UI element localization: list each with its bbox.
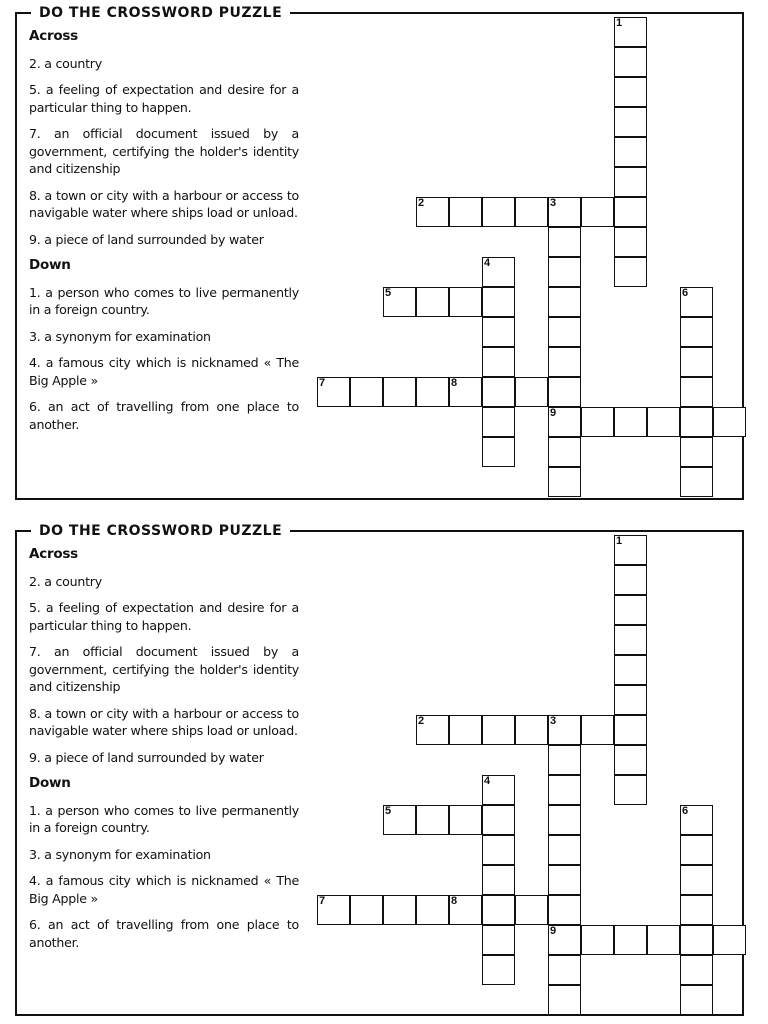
clue-number-5: 5 [385, 805, 392, 817]
crossword-cell[interactable] [614, 137, 647, 167]
crossword-cell[interactable] [680, 925, 713, 955]
down-clue-6: 6. an act of travelling from one place to another. [29, 399, 299, 432]
crossword-cell[interactable] [548, 805, 581, 835]
across-clue-5: 5. a feeling of expectation and desire for a particular thing to happen. [29, 82, 299, 115]
crossword-cell[interactable] [515, 895, 548, 925]
crossword-cell[interactable] [482, 865, 515, 895]
crossword-cell[interactable] [350, 377, 383, 407]
crossword-cell[interactable] [482, 925, 515, 955]
across-clue-2: 2. a country [29, 573, 102, 589]
crossword-cell[interactable] [581, 925, 614, 955]
crossword-cell[interactable] [614, 197, 647, 227]
crossword-cell[interactable] [647, 925, 680, 955]
crossword-cell[interactable] [449, 287, 482, 317]
crossword-cell[interactable] [680, 407, 713, 437]
down-clue-1: 1. a person who comes to live permanently in a foreign country. [29, 802, 299, 835]
crossword-cell[interactable] [548, 197, 581, 227]
crossword-cell[interactable] [614, 535, 647, 565]
down-clue-3: 3. a synonym for examination [29, 328, 211, 344]
crossword-cell[interactable] [680, 835, 713, 865]
crossword-cell[interactable] [614, 407, 647, 437]
crossword-cell[interactable] [647, 407, 680, 437]
clue-number-8: 8 [451, 377, 458, 389]
down-heading: Down [29, 775, 71, 791]
crossword-cell[interactable] [680, 437, 713, 467]
clue-number-2: 2 [418, 715, 425, 727]
crossword-grid [17, 14, 746, 502]
crossword-cell[interactable] [680, 467, 713, 497]
clue-number-4: 4 [484, 775, 491, 787]
crossword-cell[interactable] [614, 17, 647, 47]
crossword-cell[interactable] [614, 47, 647, 77]
crossword-cell[interactable] [680, 347, 713, 377]
crossword-cell[interactable] [614, 595, 647, 625]
crossword-cell[interactable] [548, 407, 581, 437]
crossword-cell[interactable] [449, 377, 482, 407]
crossword-cell[interactable] [680, 317, 713, 347]
crossword-cell[interactable] [680, 895, 713, 925]
across-heading: Across [29, 546, 78, 562]
clue-number-1: 1 [616, 17, 623, 29]
crossword-cell[interactable] [548, 745, 581, 775]
crossword-grid [17, 532, 746, 1020]
crossword-cell[interactable] [482, 347, 515, 377]
clue-number-8: 8 [451, 895, 458, 907]
crossword-cell[interactable] [416, 715, 449, 745]
crossword-cell[interactable] [482, 955, 515, 985]
down-clue-3: 3. a synonym for examination [29, 846, 211, 862]
crossword-cell[interactable] [614, 167, 647, 197]
crossword-cell[interactable] [482, 715, 515, 745]
crossword-cell[interactable] [515, 197, 548, 227]
crossword-cell[interactable] [680, 287, 713, 317]
across-clue-9: 9. a piece of land surrounded by water [29, 749, 264, 765]
crossword-cell[interactable] [548, 467, 581, 497]
crossword-cell[interactable] [614, 715, 647, 745]
crossword-cell[interactable] [614, 655, 647, 685]
down-heading: Down [29, 257, 71, 273]
crossword-cell[interactable] [614, 925, 647, 955]
crossword-cell[interactable] [614, 625, 647, 655]
crossword-cell[interactable] [449, 715, 482, 745]
crossword-cell[interactable] [614, 745, 647, 775]
crossword-cell[interactable] [482, 377, 515, 407]
crossword-cell[interactable] [614, 565, 647, 595]
crossword-cell[interactable] [548, 437, 581, 467]
crossword-cell[interactable] [482, 775, 515, 805]
crossword-cell[interactable] [548, 377, 581, 407]
crossword-cell[interactable] [482, 317, 515, 347]
across-clue-5: 5. a feeling of expectation and desire for a particular thing to happen. [29, 600, 299, 633]
down-clue-4: 4. a famous city which is nicknamed « The Big Apple » [29, 355, 299, 388]
crossword-cell[interactable] [614, 775, 647, 805]
clue-number-6: 6 [682, 287, 689, 299]
crossword-cell[interactable] [317, 895, 350, 925]
crossword-cell[interactable] [614, 227, 647, 257]
crossword-cell[interactable] [548, 347, 581, 377]
crossword-cell[interactable] [680, 865, 713, 895]
down-clue-4: 4. a famous city which is nicknamed « The Big Apple » [29, 873, 299, 906]
crossword-cell[interactable] [614, 107, 647, 137]
crossword-cell[interactable] [713, 925, 746, 955]
across-clue-8: 8. a town or city with a harbour or access to navigable water where ships load or unload. [29, 187, 299, 220]
crossword-cell[interactable] [614, 257, 647, 287]
crossword-cell[interactable] [614, 77, 647, 107]
crossword-cell[interactable] [548, 955, 581, 985]
crossword-cell[interactable] [680, 985, 713, 1015]
crossword-cell[interactable] [515, 377, 548, 407]
clue-number-3: 3 [550, 715, 557, 727]
crossword-cell[interactable] [383, 377, 416, 407]
clue-number-9: 9 [550, 925, 557, 937]
clue-number-6: 6 [682, 805, 689, 817]
crossword-cell[interactable] [482, 835, 515, 865]
across-clue-7: 7. an official document issued by a government, certifying the holder's identity and citizenship [29, 126, 299, 176]
crossword-cell[interactable] [548, 775, 581, 805]
crossword-cell[interactable] [581, 407, 614, 437]
crossword-cell[interactable] [449, 895, 482, 925]
clue-number-7: 7 [319, 895, 326, 907]
crossword-cell[interactable] [680, 377, 713, 407]
crossword-cell[interactable] [482, 287, 515, 317]
crossword-cell[interactable] [449, 805, 482, 835]
crossword-cell[interactable] [548, 317, 581, 347]
crossword-cell[interactable] [416, 287, 449, 317]
clue-number-9: 9 [550, 407, 557, 419]
across-clue-8: 8. a town or city with a harbour or access to navigable water where ships load or unload. [29, 705, 299, 738]
crossword-cell[interactable] [416, 377, 449, 407]
crossword-cell[interactable] [482, 197, 515, 227]
crossword-cell[interactable] [548, 287, 581, 317]
crossword-cell[interactable] [548, 257, 581, 287]
crossword-cell[interactable] [548, 865, 581, 895]
crossword-cell[interactable] [581, 715, 614, 745]
down-clue-6: 6. an act of travelling from one place to another. [29, 917, 299, 950]
crossword-cell[interactable] [614, 685, 647, 715]
clue-number-3: 3 [550, 197, 557, 209]
crossword-cell[interactable] [482, 895, 515, 925]
crossword-cell[interactable] [548, 835, 581, 865]
across-heading: Across [29, 28, 78, 44]
clue-number-4: 4 [484, 257, 491, 269]
clue-number-1: 1 [616, 535, 623, 547]
panel-title: DO THE CROSSWORD PUZZLE [31, 3, 290, 23]
crossword-cell[interactable] [482, 257, 515, 287]
panel-title: DO THE CROSSWORD PUZZLE [31, 521, 290, 541]
crossword-cell[interactable] [482, 805, 515, 835]
crossword-cell[interactable] [317, 377, 350, 407]
crossword-cell[interactable] [482, 407, 515, 437]
clue-number-7: 7 [319, 377, 326, 389]
crossword-cell[interactable] [416, 805, 449, 835]
crossword-panel-bottom [15, 523, 744, 1016]
crossword-cell[interactable] [350, 895, 383, 925]
clue-number-2: 2 [418, 197, 425, 209]
crossword-cell[interactable] [482, 437, 515, 467]
crossword-cell[interactable] [581, 197, 614, 227]
crossword-cell[interactable] [548, 895, 581, 925]
crossword-cell[interactable] [416, 895, 449, 925]
crossword-cell[interactable] [449, 197, 482, 227]
crossword-cell[interactable] [680, 955, 713, 985]
crossword-cell[interactable] [383, 805, 416, 835]
crossword-cell[interactable] [680, 805, 713, 835]
down-clue-1: 1. a person who comes to live permanently in a foreign country. [29, 284, 299, 317]
crossword-cell[interactable] [515, 715, 548, 745]
crossword-cell[interactable] [548, 715, 581, 745]
crossword-cell[interactable] [713, 407, 746, 437]
clue-number-5: 5 [385, 287, 392, 299]
crossword-cell[interactable] [548, 227, 581, 257]
across-clue-9: 9. a piece of land surrounded by water [29, 231, 264, 247]
crossword-cell[interactable] [416, 197, 449, 227]
across-clue-2: 2. a country [29, 55, 102, 71]
crossword-cell[interactable] [548, 925, 581, 955]
crossword-cell[interactable] [383, 287, 416, 317]
crossword-cell[interactable] [548, 985, 581, 1015]
crossword-cell[interactable] [383, 895, 416, 925]
crossword-panel-top [15, 5, 744, 500]
across-clue-7: 7. an official document issued by a government, certifying the holder's identity and citizenship [29, 644, 299, 694]
